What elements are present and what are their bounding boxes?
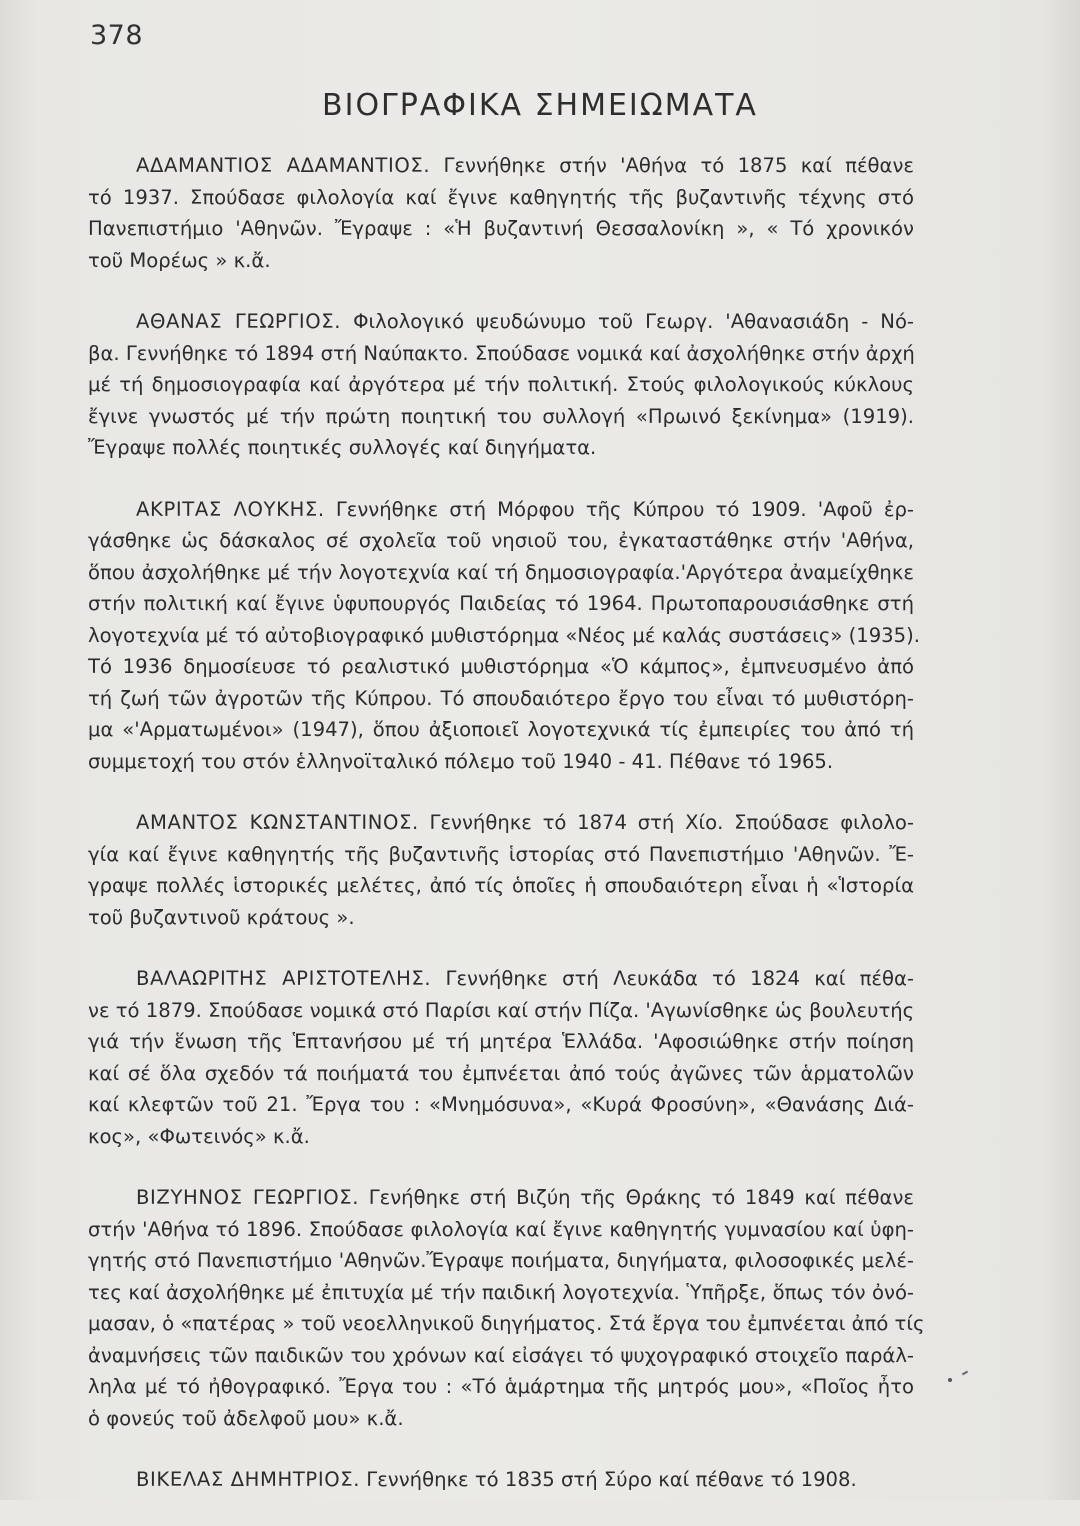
entry-line xyxy=(88,338,914,370)
entry-line xyxy=(88,150,914,182)
entry-text: ὁ φονεύς τοῦ ἀδελφοῦ μου» κ.ἄ. xyxy=(88,1406,404,1430)
entry-text: γία καί ἔγινε καθηγητής τῆς βυζαντινῆς ἱστορίας στό Πανεπιστήμιο 'Αθηνῶν. Ἔ- xyxy=(88,842,914,866)
entry-line xyxy=(88,1277,914,1309)
entry-line xyxy=(88,1121,914,1153)
entry-text: μα «'Αρματωμένοι» (1947), ὅπου ἀξιοποιεῖ λογοτεχνικά τίς ἐμπειρίες του ἀπό τή xyxy=(88,718,914,741)
entry-text: μέ τή δημοσιογραφία καί ἀργότερα μέ τήν πολιτική. Στούς φιλολογικούς κύκλους xyxy=(88,373,914,396)
ink-speck xyxy=(962,1371,968,1376)
entry-text: γάσθηκε ὡς δάσκαλος σέ σχολεῖα τοῦ νησιοῦ του, ἐγκαταστάθηκε στήν 'Αθήνα, xyxy=(88,529,914,552)
page-number: 378 xyxy=(90,20,144,51)
entry-text: τοῦ Μορέως » κ.ἄ. xyxy=(88,248,271,272)
entry-text: στήν πολιτική καί ἔγινε ὑφυπουργός Παιδείας τό 1964. Πρωτοπαρουσιάσθηκε στή xyxy=(88,592,914,615)
entry-line xyxy=(88,1026,914,1058)
entry-text: γραψε πολλές ἱστορικές μελέτες, ἀπό τίς ὁποῖες ἡ σπουδαιότερη εἶναι ἡ «Ἱστορία xyxy=(88,874,914,897)
entry-line xyxy=(88,620,920,652)
entry-line xyxy=(88,245,914,277)
entry-text: Ἔγραψε πολλές ποιητικές συλλογές καί διηγήματα. xyxy=(88,436,597,459)
entry-line xyxy=(88,1371,914,1403)
entry-name: ΒΑΛΑΩΡΙΤΗΣ ΑΡΙΣΤΟΤΕΛΗΣ. xyxy=(136,967,432,990)
entry-line xyxy=(88,995,914,1027)
entry-text: στήν 'Αθήνα τό 1896. Σπούδασε φιλολογία καί ἔγινε καθηγητής γυμνασίου καί ὑφη- xyxy=(88,1217,914,1241)
entry-line xyxy=(88,870,914,902)
entry-text: βα. Γεννήθηκε τό 1894 στή Ναύπακτο. Σπούδασε νομικά καί ἀσχολήθηκε στήν ἀρχή xyxy=(88,341,915,365)
entry-text: ὅπου ἀσχολήθηκε μέ τήν λογοτεχνία καί τή δημοσιογραφία.'Αργότερα ἀναμείχθηκε xyxy=(88,560,914,584)
entry-text: κος», «Φωτεινός» κ.ἄ. xyxy=(88,1124,310,1148)
entry-line xyxy=(88,746,914,778)
entry-name: ΒΙΚΕΛΑΣ ΔΗΜΗΤΡΙΟΣ. xyxy=(136,1468,361,1491)
entry-text: τες καί ἀσχολήθηκε μέ ἐπιτυχία μέ τήν παιδική λογοτεχνία. Ὑπῆρξε, ὅπως τόν ὀνό- xyxy=(88,1280,914,1304)
entry-text: Γενήθηκε στή Βιζύη τῆς Θράκης τό 1849 καί πέθανε xyxy=(368,1186,914,1209)
biography-entry xyxy=(88,963,914,1152)
entry-text: Τό 1936 δημοσίευσε τό ρεαλιστικό μυθιστόρημα «Ὁ κάμπος», ἐμπνευσμένο ἀπό xyxy=(88,655,914,678)
entry-line xyxy=(88,683,914,715)
entry-name: ΑΔΑΜΑΝΤΙΟΣ ΑΔΑΜΑΝΤΙΟΣ. xyxy=(136,154,431,177)
entry-text: ἀναμνήσεις τῶν παιδικῶν του χρόνων καί εἰσάγει τό ψυχογραφικό στοιχεῖο παράλ- xyxy=(88,1343,914,1367)
entry-text: γιά τήν ἕνωση τῆς Ἑπτανήσου μέ τή μητέρα Ἑλλάδα. 'Αφοσιώθηκε στήν ποίηση xyxy=(88,1030,914,1053)
entry-line xyxy=(88,807,914,839)
entry-text: Γεννήθηκε στήν 'Αθήνα τό 1875 καί πέθανε xyxy=(443,154,914,177)
entry-line xyxy=(88,963,914,995)
biography-entry xyxy=(88,150,914,276)
entry-line xyxy=(88,401,914,433)
entry-line xyxy=(88,651,914,683)
entry-name: ΒΙΖΥΗΝΟΣ ΓΕΩΡΓΙΟΣ. xyxy=(136,1186,360,1209)
entry-line xyxy=(88,557,914,589)
entry-line xyxy=(88,714,914,746)
biography-entry xyxy=(88,306,914,464)
entry-text: συμμετοχή του στόν ἑλληνοϊταλικό πόλεμο τοῦ 1940 - 41. Πέθανε τό 1965. xyxy=(88,749,834,773)
entry-line xyxy=(88,1214,914,1246)
entry-text: τό 1937. Σπούδασε φιλολογία καί ἔγινε καθηγητής τῆς βυζαντινῆς τέχνης στό xyxy=(88,185,914,209)
entry-name: ΑΜΑΝΤΟΣ ΚΩΝΣΤΑΝΤΙΝΟΣ. xyxy=(136,811,419,834)
entry-text: καί σέ ὅλα σχεδόν τά ποιήματά του ἐμπνέεται ἀπό τούς ἀγῶνες τῶν ἁρματολῶν xyxy=(88,1061,914,1085)
entry-text: τή ζωή τῶν ἀγροτῶν τῆς Κύπρου. Τό σπουδαιότερο ἔργο του εἶναι τό μυθιστόρη- xyxy=(88,686,914,710)
entry-text: μασαν, ὁ «πατέρας » τοῦ νεοελληνικοῦ διηγήματος. Στά ἔργα του ἐμπνέεται ἀπό τίς xyxy=(88,1312,925,1335)
biography-entry xyxy=(88,807,914,933)
entry-line xyxy=(88,588,914,620)
biography-entry xyxy=(88,1464,914,1496)
entry-line xyxy=(88,902,914,934)
entry-line xyxy=(88,494,914,526)
page-title: ΒΙΟΓΡΑΦΙΚΑ ΣΗΜΕΙΩΜΑΤΑ xyxy=(322,88,758,123)
biography-entries xyxy=(88,150,925,1526)
entry-line xyxy=(88,1464,914,1496)
entry-text: Γεννήθηκε στή Μόρφου τῆς Κύπρου τό 1909. 'Αφοῦ ἐρ- xyxy=(335,497,914,521)
entry-text: Γεννήθηκε τό 1874 στή Χίο. Σπούδασε φιλολο- xyxy=(429,811,914,834)
entry-line xyxy=(88,369,914,401)
entry-line xyxy=(88,182,914,214)
entry-line xyxy=(88,1058,914,1090)
entry-text: Γεννήθηκε τό 1835 στή Σύρο καί πέθανε τό 1908. xyxy=(366,1468,857,1491)
entry-line xyxy=(88,1089,914,1121)
entry-text: τοῦ βυζαντινοῦ κράτους ». xyxy=(88,905,355,929)
entry-text: καί κλεφτῶν τοῦ 21. Ἔργα του : «Μνημόσυνα», «Κυρά Φροσύνη», «Θανάσης Διά- xyxy=(88,1093,914,1116)
biography-entry xyxy=(88,1182,925,1434)
entry-text: ἔγινε γνωστός μέ τήν πρώτη ποιητική του συλλογή «Πρωινό ξεκίνημα» (1919). xyxy=(88,404,914,428)
entry-text: Φιλολογικό ψευδώνυμο τοῦ Γεωργ. 'Αθανασιάδη - Νό- xyxy=(353,310,915,333)
biography-entry xyxy=(88,494,920,778)
entry-text: Πανεπιστήμιο 'Αθηνῶν. Ἔγραψε : «Ἡ βυζαντινή Θεσσαλονίκη », « Τό χρονικόν xyxy=(88,217,914,240)
entry-line xyxy=(88,1340,914,1372)
entry-line xyxy=(88,1308,925,1340)
entry-text: γητής στό Πανεπιστήμιο 'Αθηνῶν.Ἔγραψε ποιήματα, διηγήματα, φιλοσοφικές μελέ- xyxy=(88,1249,914,1272)
entry-line xyxy=(88,213,914,245)
entry-text: νε τό 1879. Σπούδασε νομικά στό Παρίσι καί στήν Πίζα. 'Αγωνίσθηκε ὡς βουλευτής xyxy=(88,998,915,1022)
entry-text: ληλα μέ τό ἠθογραφικό. Ἔργα του : «Τό ἁμάρτημα τῆς μητρός μου», «Ποῖος ἦτο xyxy=(88,1375,914,1398)
entry-line xyxy=(88,1245,914,1277)
entry-line xyxy=(88,432,914,464)
ink-speck xyxy=(948,1378,952,1382)
entry-text: λογοτεχνία μέ τό αὐτοβιογραφικό μυθιστόρημα «Νέος μέ καλάς συστάσεις» (1935). xyxy=(88,623,920,647)
entry-line xyxy=(88,839,914,871)
entry-line xyxy=(88,1182,914,1214)
entry-line xyxy=(88,306,914,338)
entry-text: Γεννήθηκε στή Λευκάδα τό 1824 καί πέθα- xyxy=(445,967,914,990)
entry-name: ΑΚΡΙΤΑΣ ΛΟΥΚΗΣ. xyxy=(136,497,325,521)
entry-line xyxy=(88,525,914,557)
entry-line xyxy=(88,1403,914,1435)
entry-name: ΑΘΑΝΑΣ ΓΕΩΡΓΙΟΣ. xyxy=(136,310,342,333)
